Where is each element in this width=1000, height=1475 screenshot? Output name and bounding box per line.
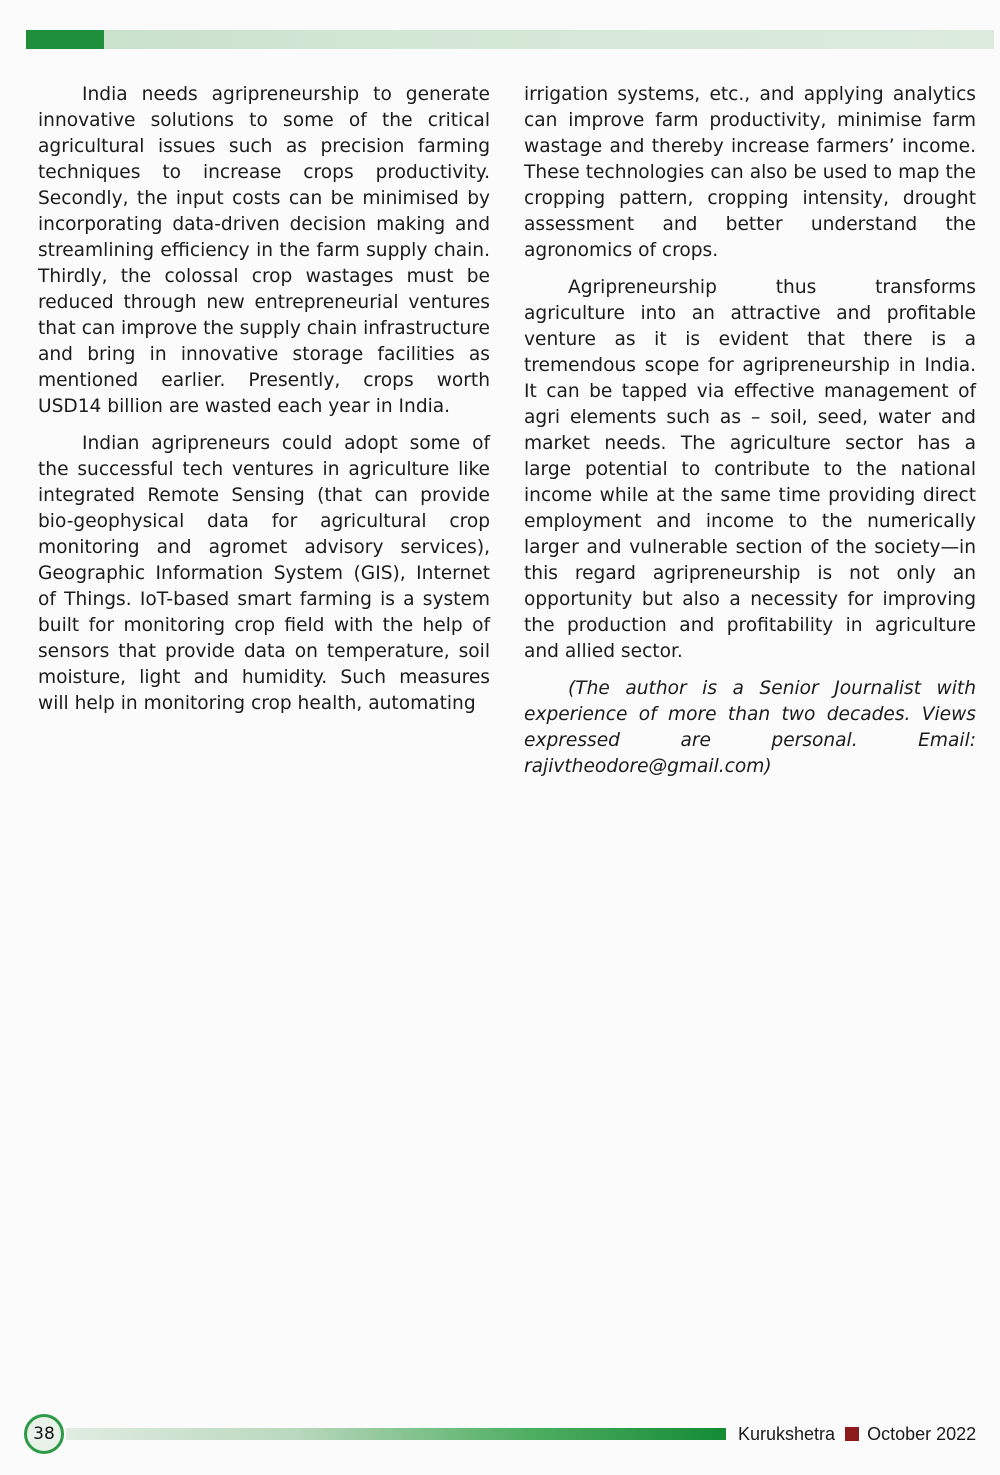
header-accent-block: [26, 30, 104, 49]
page-number-badge: 38: [24, 1414, 64, 1454]
footer-info: [738, 1421, 994, 1447]
issue-date: October 2022: [867, 1424, 977, 1444]
paragraph: Indian agripreneurs could adopt some of the successful tech ventures in agriculture like integrated Remote Sensing (that can provide bio-geophysical data for agricultural crop monitoring and agromet advisory services), Geographic Information System (GIS), Internet of Things. IoT-based smart farming is a system built for monitoring crop field with the help of sensors that provide data on temperature, soil moisture, light and humidity. Such measures will help in monitoring crop health, automating: [38, 433, 490, 714]
author-note: (The author is a Senior Journalist with experience of more than two decades. Views expressed are personal. Email: rajivtheodore@gmail.com): [524, 678, 976, 777]
right-column: [524, 82, 976, 791]
header-bar: [26, 30, 994, 49]
footer-bar: [66, 1428, 726, 1440]
separator-square-icon: [845, 1427, 859, 1441]
paragraph: Agripreneurship thus transforms agriculture into an attractive and profitable venture as it is evident that there is a tremendous scope for agripreneurship in India. It can be tapped via effective management of agri elements such as – soil, seed, water and market needs. The agriculture sector has a large potential to contribute to the national income while at the same time providing direct employment and income to the numerically larger and vulnerable section of the society—in this regard agripreneurship is not only an opportunity but also a necessity for improving the production and profitability in agriculture and allied sector.: [524, 277, 976, 662]
left-column: [38, 82, 490, 728]
paragraph: irrigation systems, etc., and applying analytics can improve farm productivity, minimise farm wastage and thereby increase farmers’ income. These technologies can also be used to map the cropping pattern, cropping intensity, drought assessment and better understand the agronomics of crops.: [524, 84, 976, 261]
paragraph: India needs agripreneurship to generate innovative solutions to some of the critical agricultural issues such as precision farming techniques to increase crops productivity. Secondly, the input costs can be minimised by incorporating data-driven decision making and streamlining efficiency in the farm supply chain. Thirdly, the colossal crop wastages must be reduced through new entrepreneurial ventures that can improve the supply chain infrastructure and bring in innovative storage facilities as mentioned earlier. Presently, crops worth USD14 billion are wasted each year in India.: [38, 84, 490, 417]
magazine-name: Kurukshetra: [738, 1424, 836, 1444]
